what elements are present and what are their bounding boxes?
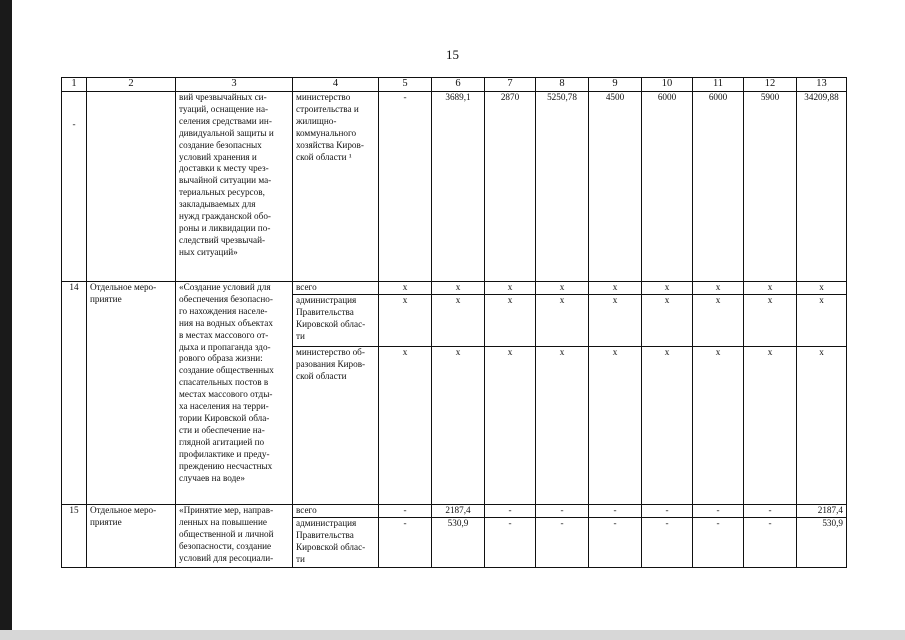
executor-cell: всего [293,282,379,295]
value-cell: x [536,282,589,295]
value-cell: x [744,282,797,295]
column-header: 13 [797,78,847,92]
value-cell: x [379,347,432,505]
value-cell: x [432,347,485,505]
value-cell: - [589,505,642,518]
column-header: 1 [62,78,87,92]
column-header: 12 [744,78,797,92]
column-header: 2 [87,78,176,92]
value-cell: - [485,505,536,518]
value-cell: 2187,4 [797,505,847,518]
value-cell: x [693,282,744,295]
table-row [62,92,847,282]
value-cell: x [536,347,589,505]
value-cell: x [693,347,744,505]
column-header: 10 [642,78,693,92]
value-cell: x [379,282,432,295]
value-cell: x [432,295,485,347]
value-cell: - [744,505,797,518]
value-cell: 530,9 [797,518,847,568]
value-cell: x [693,295,744,347]
value-cell: 2187,4 [432,505,485,518]
value-cell: x [485,282,536,295]
value-cell: x [642,295,693,347]
value-cell: - [744,518,797,568]
value-cell: - [379,505,432,518]
column-header: 3 [176,78,293,92]
table-row [62,282,847,295]
executor-cell: всего [293,505,379,518]
value-cell: 5900 [744,92,797,282]
activity-type-cell: Отдельное меро- приятие [87,505,176,568]
value-cell: x [589,282,642,295]
value-cell: 4500 [589,92,642,282]
value-cell: 34209,88 [797,92,847,282]
column-header: 7 [485,78,536,92]
scan-bottom-edge [0,630,905,640]
value-cell: x [797,282,847,295]
executor-cell: министерство строительства и жилищно- коммунального хозяйства Киров- ской области ¹ [293,92,379,282]
value-cell: x [485,295,536,347]
value-cell: - [379,92,432,282]
value-cell: 5250,78 [536,92,589,282]
program-table [61,77,847,568]
value-cell: - [589,518,642,568]
column-header: 11 [693,78,744,92]
header-row [62,78,847,92]
value-cell: - [642,505,693,518]
row-number: 15 [62,505,87,568]
activity-type-cell: Отдельное меро- приятие [87,282,176,505]
value-cell: x [744,295,797,347]
value-cell: x [797,295,847,347]
column-header: 5 [379,78,432,92]
activity-description: «Создание условий для обеспечения безопасно- го нахождения населе- ния на водных объектах в местах массового от- дыха и пропаганда здо- рового образа жизни: создание общественных спасательных постов в местах массового отды- ха населения на терри- тории Кировской обла- сти и обеспечение на- глядной агитацией по профилактике и преду- преждению несчастных случаев на воде» [176,282,293,505]
value-cell: x [379,295,432,347]
page-number: 15 [446,47,459,62]
value-cell: 6000 [642,92,693,282]
value-cell: - [642,518,693,568]
value-cell: x [797,347,847,505]
value-cell: x [642,282,693,295]
value-cell: 6000 [693,92,744,282]
value-cell: 530,9 [432,518,485,568]
table-row [62,505,847,518]
value-cell: - [485,518,536,568]
value-cell: x [642,347,693,505]
value-cell: x [432,282,485,295]
value-cell: - [693,518,744,568]
column-header: 9 [589,78,642,92]
value-cell: x [744,347,797,505]
scan-left-edge [0,0,12,640]
value-cell: x [589,295,642,347]
executor-cell: администрация Правительства Кировской облас- ти [293,295,379,347]
executor-cell: администрация Правительства Кировской облас- ти [293,518,379,568]
column-header: 8 [536,78,589,92]
row-number: - [62,92,87,282]
executor-cell: министерство об- разования Киров- ской области [293,347,379,505]
value-cell: 3689,1 [432,92,485,282]
activity-type-cell [87,92,176,282]
value-cell: x [485,347,536,505]
value-cell: x [536,295,589,347]
value-cell: 2870 [485,92,536,282]
value-cell: - [536,518,589,568]
value-cell: x [589,347,642,505]
activity-description: «Принятие мер, направ- ленных на повышение общественной и личной безопасности, создание условий для ресоциали- [176,505,293,568]
value-cell: - [536,505,589,518]
column-header: 4 [293,78,379,92]
value-cell: - [379,518,432,568]
activity-description: вий чрезвычайных си- туаций, оснащение на- селения средствами ин- дивидуальной защиты и создание безопасных условий хранения и доставки к месту чрез- вычайной ситуации ма- териальных ресурсов, закладываемых для нужд гражданской обо- роны и ликвидации по- следствий чрезвычай- ных ситуаций» [176,92,293,282]
row-number: 14 [62,282,87,505]
column-header: 6 [432,78,485,92]
value-cell: - [693,505,744,518]
